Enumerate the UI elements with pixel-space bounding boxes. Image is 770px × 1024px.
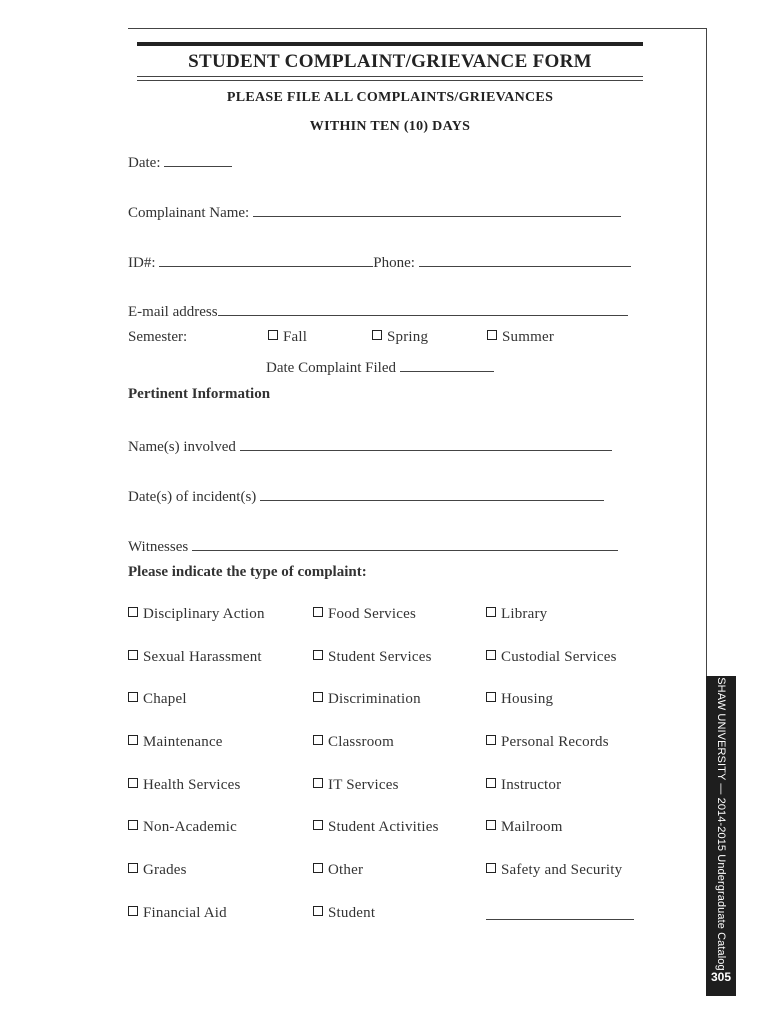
id-phone-row[interactable] (128, 252, 631, 272)
checkbox-icon[interactable] (128, 778, 138, 788)
witnesses-field[interactable] (128, 536, 618, 556)
incident-dates-blank[interactable] (260, 486, 604, 501)
option-library[interactable]: Library (486, 606, 547, 623)
checkbox-icon[interactable] (128, 735, 138, 745)
witnesses-label: Witnesses (128, 539, 189, 555)
email-blank[interactable] (218, 301, 628, 316)
checkbox-icon[interactable] (487, 330, 497, 340)
phone-blank[interactable] (419, 252, 631, 267)
form-subtitle-2: WITHIN TEN (10) DAYS (309, 119, 471, 134)
option-instructor[interactable]: Instructor (486, 777, 561, 794)
option-discrimination[interactable]: Discrimination (313, 691, 421, 708)
title-rule-bottom-2 (137, 80, 643, 81)
checkbox-icon[interactable] (268, 330, 278, 340)
complainant-name-field[interactable] (128, 202, 621, 222)
checkbox-icon[interactable] (128, 650, 138, 660)
catalog-label: SHAW UNIVERSITY — 2014-2015 Undergraduate Catalog (715, 677, 727, 971)
option-classroom[interactable]: Classroom (313, 734, 394, 751)
option-student-activities[interactable]: Student Activities (313, 819, 439, 836)
semester-spring-label: Spring (387, 329, 429, 345)
page-frame-top (128, 28, 706, 29)
option-housing[interactable]: Housing (486, 691, 553, 708)
checkbox-icon[interactable] (313, 650, 323, 660)
checkbox-icon[interactable] (486, 607, 496, 617)
checkbox-icon[interactable] (486, 863, 496, 873)
checkbox-icon[interactable] (372, 330, 382, 340)
checkbox-icon[interactable] (486, 735, 496, 745)
option-chapel[interactable]: Chapel (128, 691, 187, 708)
id-blank[interactable] (159, 252, 373, 267)
semester-summer[interactable] (487, 329, 554, 346)
checkbox-icon[interactable] (128, 863, 138, 873)
checkbox-icon[interactable] (128, 607, 138, 617)
incident-dates-field[interactable] (128, 486, 604, 506)
checkbox-icon[interactable] (128, 692, 138, 702)
option-financial-aid[interactable]: Financial Aid (128, 905, 227, 922)
date-blank[interactable] (164, 152, 232, 167)
date-filed-label: Date Complaint Filed (266, 360, 396, 376)
complaint-type-heading: Please indicate the type of complaint: (128, 564, 367, 580)
checkbox-icon[interactable] (313, 820, 323, 830)
checkbox-icon[interactable] (486, 820, 496, 830)
complainant-name-label: Complainant Name: (128, 205, 250, 221)
id-label: ID#: (128, 255, 156, 271)
checkbox-icon[interactable] (313, 778, 323, 788)
option-student[interactable]: Student (313, 905, 375, 922)
form-title: STUDENT COMPLAINT/GRIEVANCE FORM (188, 51, 592, 72)
page-number: 305 (710, 970, 732, 984)
semester-fall[interactable] (268, 329, 307, 346)
option-mailroom[interactable]: Mailroom (486, 819, 563, 836)
title-rule-bottom-1 (137, 76, 643, 77)
names-involved-label: Name(s) involved (128, 439, 236, 455)
title-rule-top (137, 42, 643, 46)
checkbox-icon[interactable] (313, 735, 323, 745)
option-maintenance[interactable]: Maintenance (128, 734, 223, 751)
checkbox-icon[interactable] (486, 778, 496, 788)
checkbox-icon[interactable] (486, 692, 496, 702)
checkbox-icon[interactable] (313, 692, 323, 702)
page-frame-right (706, 28, 707, 676)
email-label: E-mail address (128, 304, 218, 320)
option-sexual-harassment[interactable]: Sexual Harassment (128, 649, 262, 666)
option-other[interactable]: Other (313, 862, 363, 879)
option-safety-security[interactable]: Safety and Security (486, 862, 622, 879)
date-field[interactable] (128, 152, 232, 172)
email-field[interactable] (128, 301, 628, 321)
semester-label: Semester: (128, 329, 188, 345)
form-subtitle-1: PLEASE FILE ALL COMPLAINTS/GRIEVANCES (226, 90, 554, 105)
option-student-services[interactable]: Student Services (313, 649, 432, 666)
checkbox-icon[interactable] (128, 820, 138, 830)
checkbox-icon[interactable] (128, 906, 138, 916)
checkbox-icon[interactable] (313, 607, 323, 617)
option-non-academic[interactable]: Non-Academic (128, 819, 237, 836)
date-filed-field[interactable] (266, 357, 494, 377)
date-label: Date: (128, 155, 161, 171)
date-filed-blank[interactable] (400, 357, 494, 372)
checkbox-icon[interactable] (313, 906, 323, 916)
pertinent-heading: Pertinent Information (128, 386, 271, 402)
phone-label: Phone: (373, 255, 415, 271)
semester-summer-label: Summer (502, 329, 555, 345)
names-involved-blank[interactable] (240, 436, 612, 451)
option-grades[interactable]: Grades (128, 862, 187, 879)
semester-fall-label: Fall (283, 329, 308, 345)
option-it-services[interactable]: IT Services (313, 777, 399, 794)
semester-spring[interactable] (372, 329, 428, 346)
other-blank[interactable] (486, 905, 634, 920)
option-personal-records[interactable]: Personal Records (486, 734, 609, 751)
option-disciplinary-action[interactable]: Disciplinary Action (128, 606, 265, 623)
witnesses-blank[interactable] (192, 536, 618, 551)
other-blank-field[interactable] (486, 905, 634, 925)
checkbox-icon[interactable] (486, 650, 496, 660)
option-food-services[interactable]: Food Services (313, 606, 416, 623)
names-involved-field[interactable] (128, 436, 612, 456)
complainant-name-blank[interactable] (253, 202, 621, 217)
option-health-services[interactable]: Health Services (128, 777, 241, 794)
checkbox-icon[interactable] (313, 863, 323, 873)
incident-dates-label: Date(s) of incident(s) (128, 489, 257, 505)
option-custodial-services[interactable]: Custodial Services (486, 649, 617, 666)
